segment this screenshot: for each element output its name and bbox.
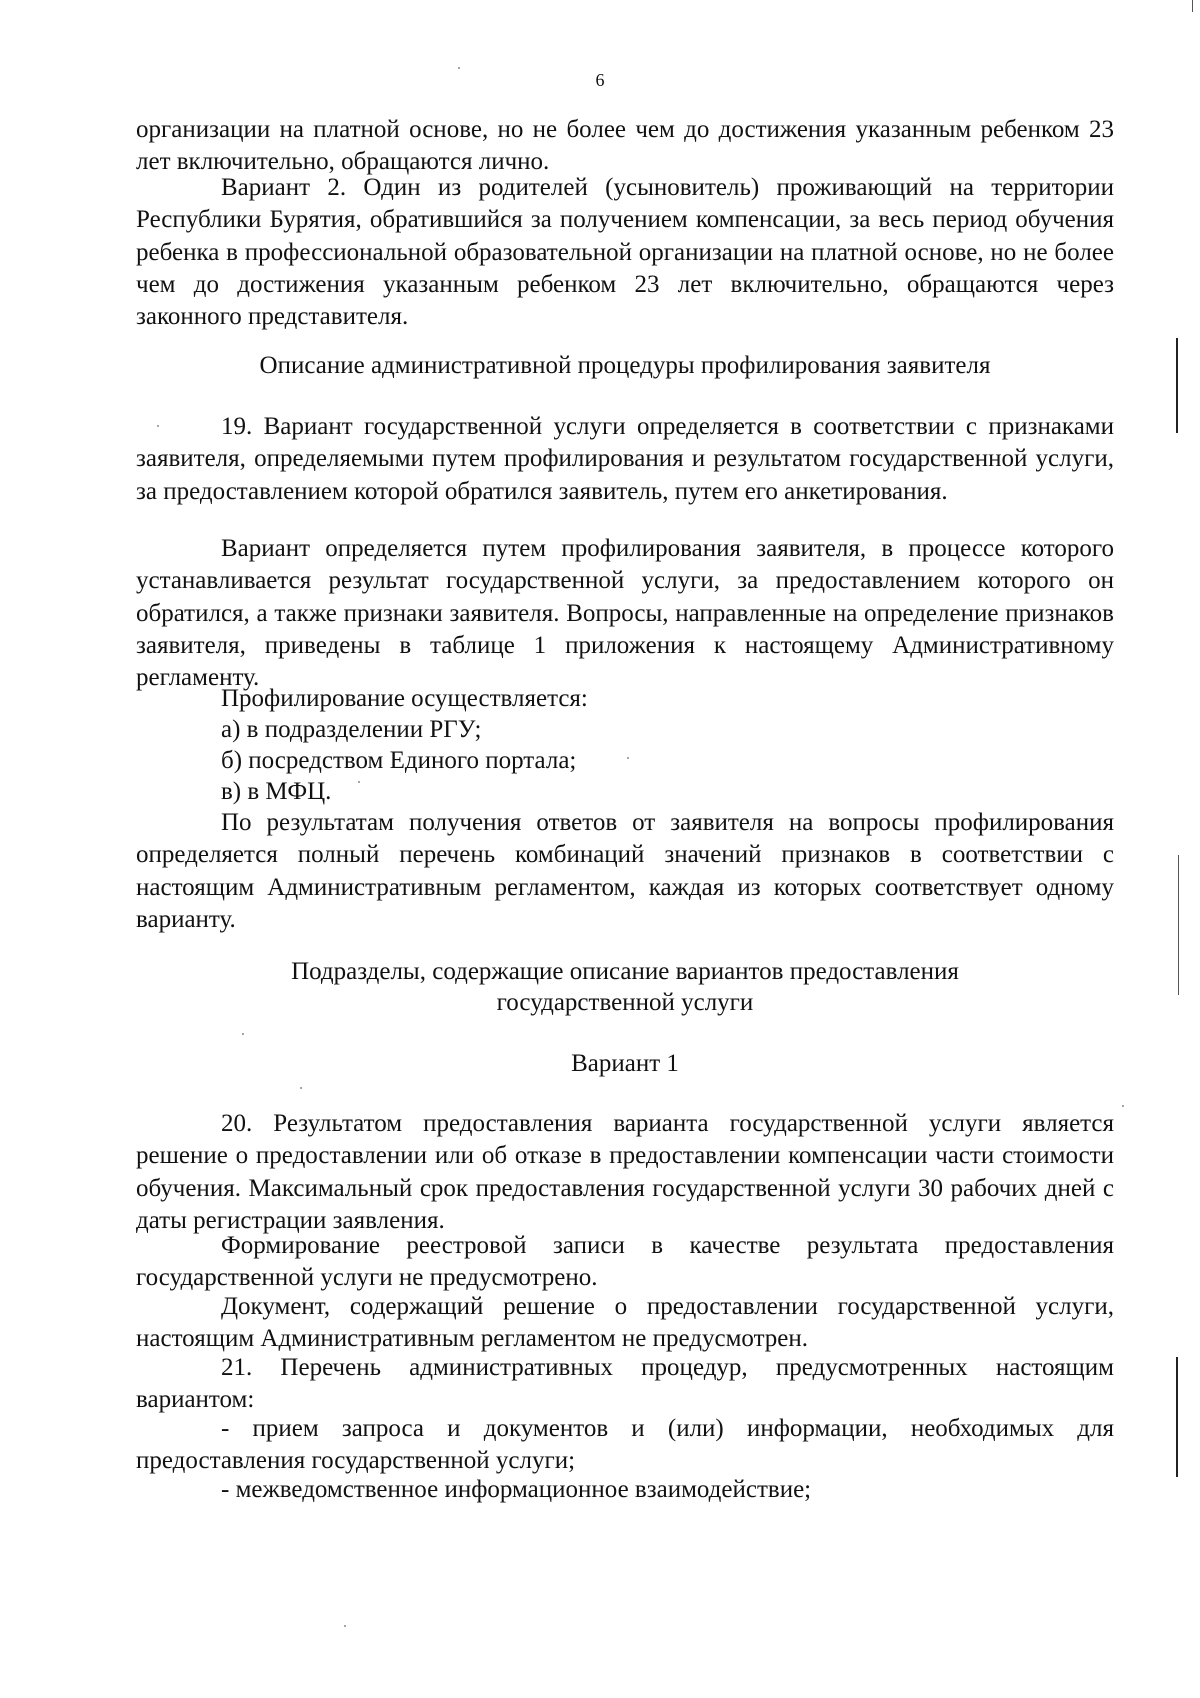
paragraph-registry-record: Формирование реестровой записи в качестве результата предоставления государственной услуги не предусмотрено. <box>136 1232 1114 1292</box>
paragraph-20: 20. Результатом предоставления варианта государственной услуги является решение о предоставлении или об отказе в предоставлении компенсации части стоимости обучения. Максимальный срок предоставления государственной услуги 30 рабочих дней с даты регистрации заявления. <box>136 1110 1114 1234</box>
scan-margin-line <box>1176 1357 1178 1477</box>
list-item-a: а) в подразделении РГУ; <box>221 716 482 743</box>
paragraph-continuation: организации на платной основе, но не более чем до достижения указанным ребенком 23 лет включительно, обращаются лично. <box>136 116 1114 176</box>
list-item-b: б) посредством Единого портала; <box>221 747 577 774</box>
paragraph-results: По результатам получения ответов от заявителя на вопросы профилирования определяется полный перечень комбинаций значений признаков в соответствии с настоящим Административным регламентом, каждая из которых соответствует одному варианту. <box>136 809 1114 933</box>
section-heading-subsections-line2: государственной услуги <box>496 989 754 1016</box>
paragraph-21: 21. Перечень административных процедур, предусмотренных настоящим вариантом: <box>136 1354 1114 1414</box>
paragraph-decision-document: Документ, содержащий решение о предоставлении государственной услуги, настоящим Административным регламентом не предусмотрен. <box>136 1293 1114 1353</box>
section-heading-variant-1: Вариант 1 <box>571 1050 679 1077</box>
paragraph-variant-definition: Вариант определяется путем профилирования заявителя, в процессе которого устанавливается результат государственной услуги, за предоставлением которого он обратился, а также признаки заявителя. Вопросы, направленные на определение признаков заявителя, приведены в таблице 1 приложения к настоящему Административному регламенту. <box>136 535 1114 692</box>
scan-speck <box>242 1033 244 1035</box>
scan-margin-line <box>1178 855 1179 995</box>
list-item-interagency: - межведомственное информационное взаимодействие; <box>221 1476 812 1503</box>
scan-speck <box>458 67 460 69</box>
scan-speck <box>1122 1105 1124 1107</box>
scan-margin-line <box>1176 338 1178 433</box>
scan-speck <box>627 757 629 759</box>
scan-speck <box>300 1087 302 1089</box>
section-heading-subsections-line1: Подразделы, содержащие описание вариантов предоставления <box>291 958 959 985</box>
paragraph-19: 19. Вариант государственной услуги определяется в соответствии с признаками заявителя, определяемыми путем профилирования и результатом государственной услуги, за предоставлением которой обратился заявитель, путем его анкетирования. <box>136 413 1114 505</box>
scan-margin-line <box>1192 0 1193 12</box>
scan-speck <box>344 1625 346 1627</box>
list-item-c: в) в МФЦ. <box>221 778 332 805</box>
paragraph-profiling-intro: Профилирование осуществляется: <box>221 685 588 712</box>
scan-speck <box>157 425 159 427</box>
scan-speck <box>358 781 360 783</box>
page-number: 6 <box>595 70 605 90</box>
section-heading-profiling: Описание административной процедуры профилирования заявителя <box>259 352 991 379</box>
paragraph-variant-2: Вариант 2. Один из родителей (усыновитель) проживающий на территории Республики Бурятия, обратившийся за получением компенсации, за весь период обучения ребенка в профессиональной образовательной организации на платной основе, но не более чем до достижения указанным ребенком 23 лет включительно, обращаются через законного представителя. <box>136 174 1114 331</box>
list-item-request-reception: - прием запроса и документов и (или) информации, необходимых для предоставления государственной услуги; <box>136 1415 1114 1475</box>
